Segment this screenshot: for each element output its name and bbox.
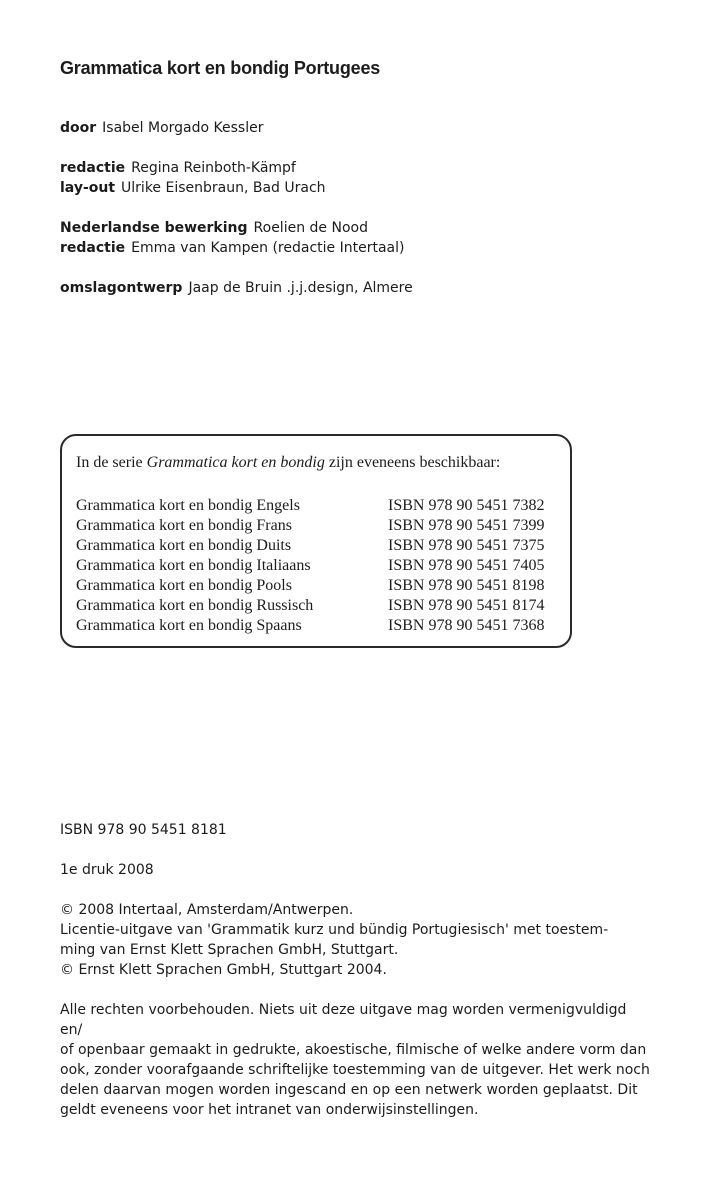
series-title: Grammatica kort en bondig Italiaans bbox=[76, 557, 311, 574]
series-title: Grammatica kort en bondig Russisch bbox=[76, 597, 314, 614]
copyright-line: Licentie-uitgave van 'Grammatik kurz und bündig Portugiesisch' met toestem- bbox=[60, 922, 609, 938]
credit-author bbox=[60, 118, 413, 138]
series-box bbox=[60, 434, 572, 648]
credit-role: redactie bbox=[60, 240, 126, 256]
series-row bbox=[76, 596, 544, 616]
series-title: Grammatica kort en bondig Pools bbox=[76, 577, 292, 594]
credit-name: Regina Reinboth-Kämpf bbox=[131, 160, 296, 176]
credit-dutch-editor bbox=[60, 238, 413, 258]
series-row bbox=[76, 516, 544, 536]
credit-cover-design bbox=[60, 278, 413, 298]
credit-role: lay-out bbox=[60, 180, 116, 196]
series-title: Grammatica kort en bondig Engels bbox=[76, 497, 300, 514]
copyright-line: © 2008 Intertaal, Amsterdam/Antwerpen. bbox=[60, 902, 354, 918]
series-row bbox=[76, 556, 544, 576]
series-isbn: ISBN 978 90 5451 7382 bbox=[388, 497, 545, 514]
series-intro-suffix: zijn eveneens beschikbaar: bbox=[324, 454, 501, 471]
series-row bbox=[76, 576, 544, 596]
series-isbn: ISBN 978 90 5451 7368 bbox=[388, 617, 545, 634]
credit-layout bbox=[60, 178, 413, 198]
credit-name: Isabel Morgado Kessler bbox=[102, 120, 264, 136]
rights-line: of openbaar gemaakt in gedrukte, akoestische, filmische of welke andere vorm dan bbox=[60, 1042, 647, 1058]
credit-name: Roelien de Nood bbox=[253, 220, 368, 236]
credit-role: Nederlandse bewerking bbox=[60, 220, 248, 236]
credit-role: door bbox=[60, 120, 97, 136]
series-isbn: ISBN 978 90 5451 7375 bbox=[388, 537, 545, 554]
copyright-block bbox=[60, 900, 650, 980]
book-isbn: ISBN 978 90 5451 8181 bbox=[60, 822, 227, 838]
series-intro-prefix: In de serie bbox=[76, 454, 147, 471]
credit-name: Jaap de Bruin .j.j.design, Almere bbox=[188, 280, 413, 296]
copyright-line: © Ernst Klett Sprachen GmbH, Stuttgart 2004. bbox=[60, 962, 387, 978]
rights-line: Alle rechten voorbehouden. Niets uit deze uitgave mag worden vermenigvuldigd en/ bbox=[60, 1002, 627, 1038]
credit-name: Emma van Kampen (redactie Intertaal) bbox=[131, 240, 405, 256]
credit-role: omslagontwerp bbox=[60, 280, 183, 296]
series-list bbox=[76, 496, 544, 636]
credit-name: Ulrike Eisenbraun, Bad Urach bbox=[121, 180, 326, 196]
series-title: Grammatica kort en bondig Duits bbox=[76, 537, 292, 554]
series-row bbox=[76, 616, 544, 636]
imprint bbox=[60, 820, 650, 1120]
credit-dutch-adaptation bbox=[60, 218, 413, 238]
edition-line: 1e druk 2008 bbox=[60, 862, 154, 878]
series-title: Grammatica kort en bondig Spaans bbox=[76, 617, 302, 634]
credits-list bbox=[60, 118, 413, 298]
page-title: Grammatica kort en bondig Portugees bbox=[60, 58, 381, 78]
series-isbn: ISBN 978 90 5451 7405 bbox=[388, 557, 545, 574]
series-intro-name: Grammatica kort en bondig bbox=[146, 454, 325, 471]
credit-role: redactie bbox=[60, 160, 126, 176]
credit-editor bbox=[60, 158, 413, 178]
series-row bbox=[76, 496, 544, 516]
rights-line: geldt eveneens voor het intranet van onderwijsinstellingen. bbox=[60, 1102, 479, 1118]
series-intro bbox=[76, 454, 500, 472]
copyright-line: ming van Ernst Klett Sprachen GmbH, Stuttgart. bbox=[60, 942, 399, 958]
rights-notice bbox=[60, 1000, 650, 1120]
series-row bbox=[76, 536, 544, 556]
series-title: Grammatica kort en bondig Frans bbox=[76, 517, 292, 534]
series-isbn: ISBN 978 90 5451 8174 bbox=[388, 597, 545, 614]
series-isbn: ISBN 978 90 5451 7399 bbox=[388, 517, 545, 534]
rights-line: delen daarvan mogen worden ingescand en op een netwerk worden geplaatst. Dit bbox=[60, 1082, 638, 1098]
series-isbn: ISBN 978 90 5451 8198 bbox=[388, 577, 545, 594]
rights-line: ook, zonder voorafgaande schriftelijke toestemming van de uitgever. Het werk noch bbox=[60, 1062, 650, 1078]
